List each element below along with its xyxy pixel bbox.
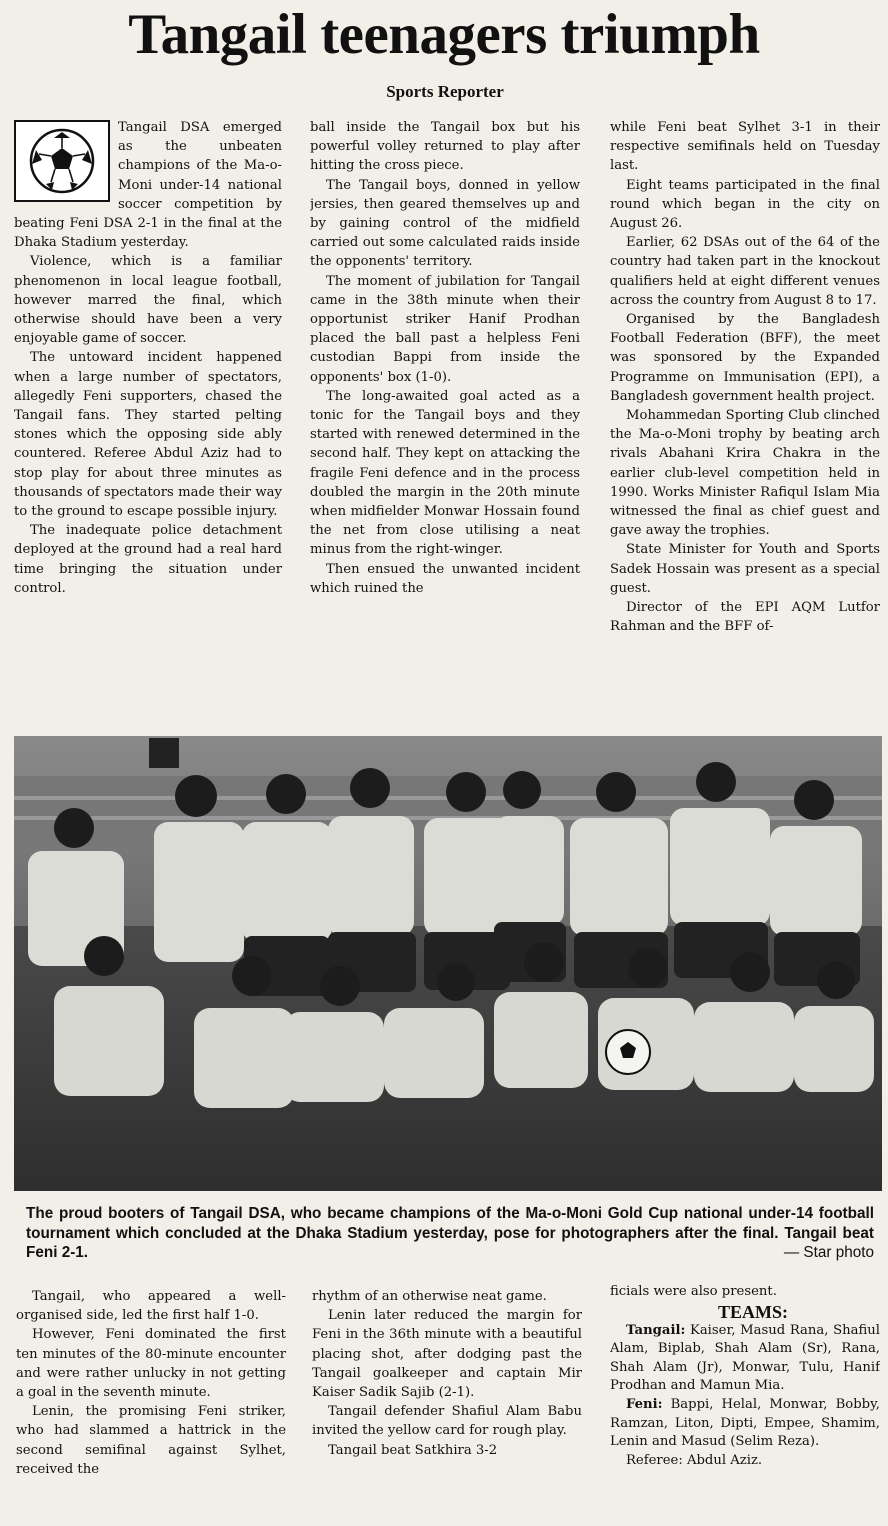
article-paragraph: ficials were also present. [610, 1284, 777, 1299]
article-paragraph: ball inside the Tangail box but his powerful volley returned to play after hitting the cross piece. [310, 120, 580, 174]
article-paragraph: Tangail, who appeared a well-organised side, led the first half 1-0. [16, 1289, 286, 1324]
byline: Sports Reporter [386, 82, 504, 101]
teams-heading: TEAMS: [717, 1301, 788, 1322]
article-paragraph: The long-awaited goal acted as a tonic for the Tangail boys and they started with renewed determined in the second half. They kept on attacking the fragile Feni defence and in the process doubled the margin in the 20th minute when midfielder Monwar Hossain found the net from close utilising a neat minus from the right-winger. [310, 388, 580, 558]
article-paragraph: Violence, which is a familiar phenomenon in local league football, however marred the final, which otherwise should have been a very enjoyable game of soccer. [14, 254, 282, 347]
article-paragraph: Tangail defender Shafiul Alam Babu invited the yellow card for rough play. [312, 1404, 582, 1439]
article-column-4 [16, 1287, 286, 1519]
article-paragraph: The untoward incident happened when a large number of spectators, allegedly Feni supporters, chased the Tangail fans. They started pelting stones which the opposing side ably countered. Referee Abdul Aziz had to stop play for about three minutes as thousands of spectators made their way to the ground to escape possible injury. [14, 350, 282, 520]
team-lineup-tangail [610, 1322, 880, 1396]
team-photo [14, 736, 882, 1191]
article-column-1 [14, 118, 282, 730]
article-paragraph: The Tangail boys, donned in yellow jersies, then geared themselves up and by gaining control of the midfield carried out some calculated raids inside the opponents' territory. [310, 177, 580, 270]
article-paragraph: Then ensued the unwanted incident which ruined the [310, 561, 580, 596]
article-column-6 [610, 1283, 880, 1519]
article-paragraph: Lenin later reduced the margin for Feni in the 36th minute with a beautiful placing shot, after dodging past the Tangail goalkeeper and captain Mir Kaiser Sadik Sajib (2-1). [312, 1308, 582, 1401]
headline: Tangail teenagers triumph [128, 3, 760, 66]
article-paragraph: However, Feni dominated the first ten minutes of the 80-minute encounter and were rather unlucky in not getting a goal in the seventh minute. [16, 1327, 286, 1401]
photo-caption [26, 1204, 874, 1263]
team-lineup-feni [610, 1396, 880, 1452]
article-paragraph: The moment of jubilation for Tangail came in the 38th minute when their opportunist striker Hanif Prodhan placed the ball past a helpless Feni custodian Bappi from inside the opponents' box (1-0). [310, 273, 580, 385]
article-paragraph: Earlier, 62 DSAs out of the 64 of the country had taken part in the knockout qualifiers held at eight different venues across the country from August 8 to 17. [610, 235, 880, 308]
soccer-ball-icon [14, 120, 110, 202]
caption-text: The proud booters of Tangail DSA, who became champions of the Ma-o-Moni Gold Cup national under-14 football tournament which concluded at the Dhaka Stadium yesterday, pose for photographers after the final. Tangail beat Feni 2-1. [26, 1205, 874, 1261]
article-paragraph: Tangail beat Satkhira 3-2 [328, 1442, 498, 1458]
article-paragraph: Tangail DSA emerged as the unbeaten champions of the Ma-o-Moni under-14 national soccer competition by beating Feni DSA 2-1 in the final at the Dhaka Stadium yesterday. [14, 120, 282, 251]
article-paragraph: rhythm of an otherwise neat game. [312, 1289, 547, 1304]
team-players-feni: Bappi, Helal, Monwar, Bobby, Ramzan, Liton, Dipti, Empee, Shamim, Lenin and Masud (Selim Reza). [610, 1396, 880, 1450]
article-paragraph: Mohammedan Sporting Club clinched the Ma-o-Moni trophy by beating arch rivals Abahani Krira Chakra in the earlier club-level competition held in 1990. Works Minister Rafiqul Islam Mia witnessed the final as chief guest and gave away the trophies. [610, 408, 880, 539]
referee-line: Referee: Abdul Aziz. [626, 1452, 763, 1468]
article-paragraph: while Feni beat Sylhet 3-1 in their respective semifinals held on Tuesday last. [610, 120, 880, 174]
article-column-3 [610, 118, 880, 730]
team-label-tangail: Tangail: [626, 1322, 686, 1338]
article-paragraph: The inadequate police detachment deployed at the ground had a real hard time bringing the situation under control. [14, 523, 282, 596]
article-paragraph: State Minister for Youth and Sports Sadek Hossain was present as a special guest. [610, 542, 880, 596]
photo-credit: — Star photo [783, 1244, 874, 1261]
team-players-tangail: Kaiser, Masud Rana, Shafiul Alam, Biplab, Shah Alam (Sr), Rana, Shah Alam (Jr), Monwar, Tulu, Hanif Prodhan and Mamun Mia. [610, 1322, 880, 1394]
article-paragraph: Eight teams participated in the final round which began in the city on August 26. [610, 177, 880, 232]
article-column-2 [310, 118, 580, 712]
article-paragraph: Lenin, the promising Feni striker, who had slammed a hattrick in the second semifinal against Sylhet, received the [16, 1404, 286, 1477]
team-label-feni: Feni: [626, 1396, 663, 1412]
article-paragraph: Director of the EPI AQM Lutfor Rahman and the BFF of- [610, 600, 880, 635]
article-paragraph: Organised by the Bangladesh Football Federation (BFF), the meet was sponsored by the Expanded Programme on Immunisation (EPI), a Bangladesh government health project. [610, 312, 880, 404]
article-column-5 [312, 1287, 582, 1519]
